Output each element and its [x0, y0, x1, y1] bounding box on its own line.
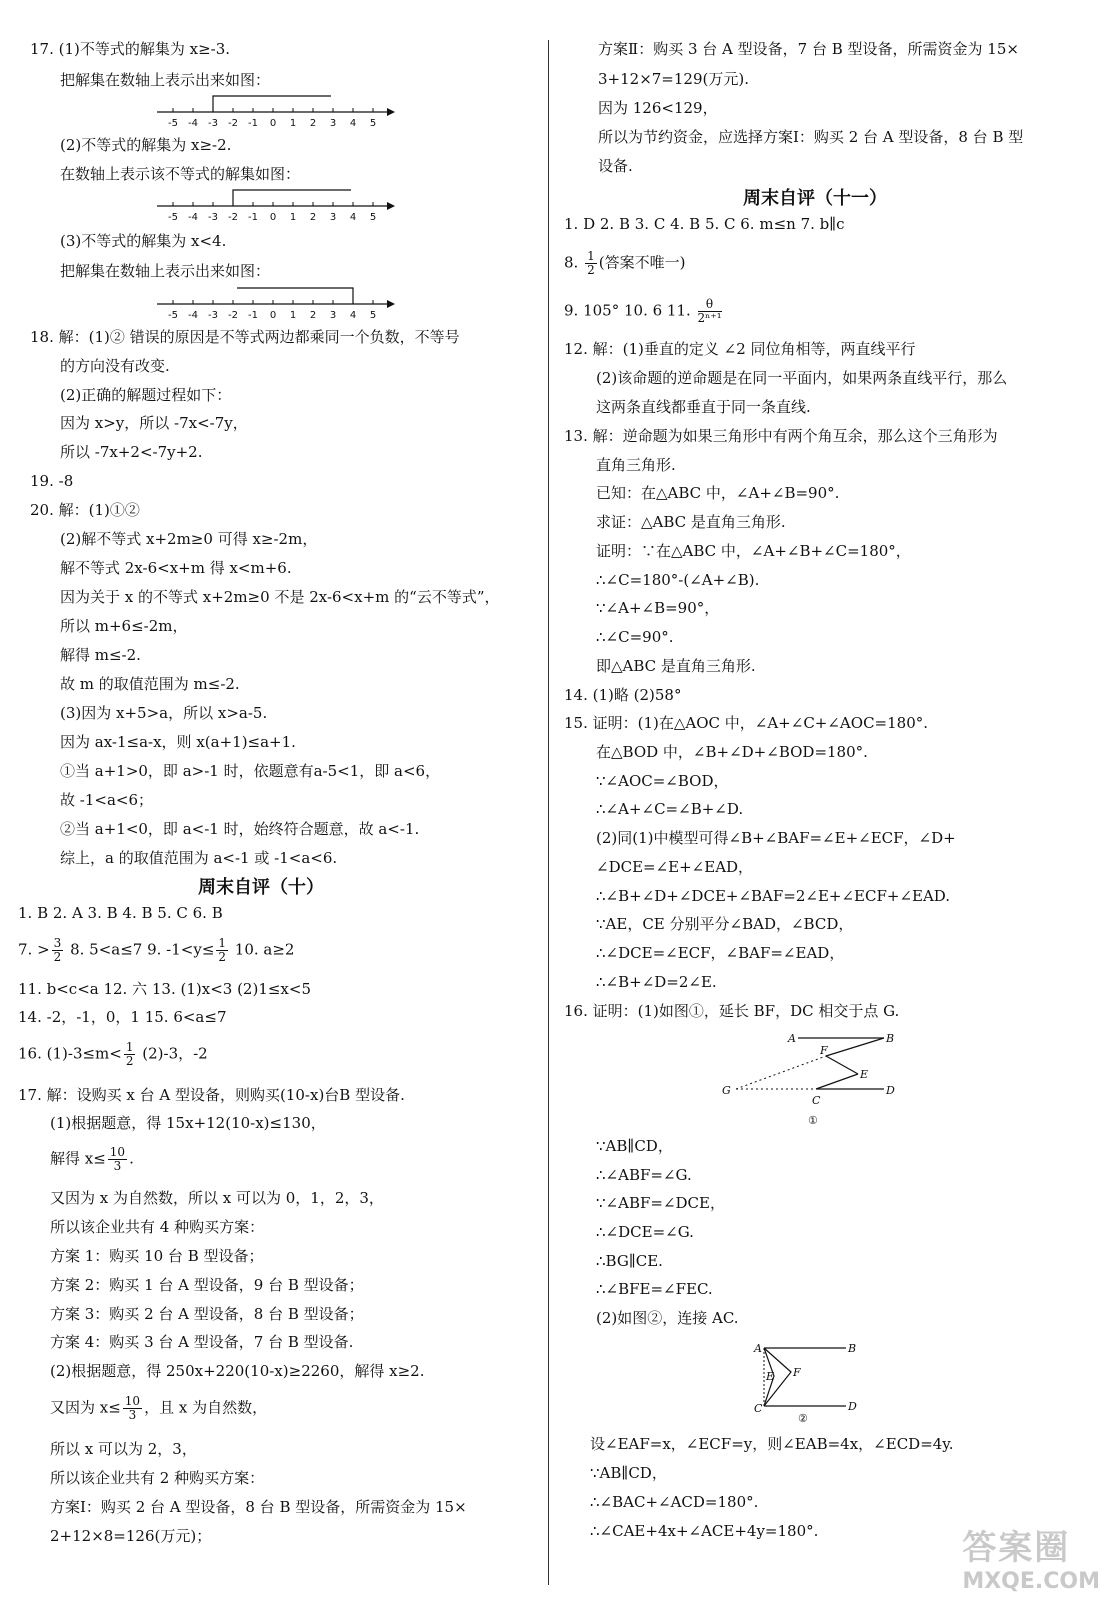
svg-text:1: 1 — [289, 118, 297, 129]
s11-q16-line2: ∵AB∥CD， — [596, 1137, 673, 1155]
svg-text:-4: -4 — [188, 118, 198, 129]
svg-text:-2: -2 — [228, 212, 238, 223]
svg-text:-1: -1 — [248, 310, 258, 321]
s10-answer-16: 16. (1)-3≤m< $\frac{1}{2}$ (2)-3，-2 — [18, 1040, 208, 1068]
s11-q13-line6: ∴∠C=180°-(∠A+∠B). — [596, 571, 760, 589]
q17-part2: (2)不等式的解集为 x≥-2. — [60, 136, 232, 154]
svg-text:4: 4 — [349, 310, 357, 321]
watermark-logo: 答案圈 MXQE.COM — [962, 1528, 1100, 1594]
svg-text:F: F — [793, 1366, 801, 1379]
svg-text:-1: -1 — [248, 212, 258, 223]
svg-text:-4: -4 — [188, 212, 198, 223]
q20-line10: ①当 a+1>0，即 a>-1 时，依题意有a-5<1，即 a<6， — [60, 762, 441, 780]
plan2-line3: 因为 126<129， — [598, 99, 718, 117]
plan2-line1: 方案Ⅱ：购买 3 台 A 型设备，7 台 B 型设备，所需资金为 15× — [598, 40, 1019, 58]
q18-line5: 所以 -7x+2<-7y+2. — [60, 443, 203, 461]
svg-text:-2: -2 — [228, 310, 238, 321]
s11-answer-8: 8. $\frac{1}{2}$ (答案不唯一) — [564, 249, 686, 277]
s11-q16-line10: ∵AB∥CD， — [590, 1464, 667, 1482]
svg-text:0: 0 — [269, 118, 277, 129]
figure-1-diagram — [716, 1030, 906, 1130]
s11-q13-line7: ∵∠A+∠B=90°， — [596, 599, 720, 617]
fraction: $\frac{10}{3}$ — [109, 1145, 126, 1173]
s11-q16-line1: 16. 证明：(1)如图①，延长 BF，DC 相交于点 G. — [564, 1002, 900, 1020]
s11-q16-line3: ∴∠ABF=∠G. — [596, 1166, 692, 1184]
s11-q16-line9: 设∠EAF=x，∠ECF=y，则∠EAB=4x，∠ECD=4y. — [590, 1435, 954, 1453]
svg-text:2: 2 — [309, 118, 317, 129]
section-title-11: 周末自评（十一） — [743, 188, 887, 209]
fraction: $\frac{10}{3}$ — [124, 1394, 141, 1422]
svg-text:F: F — [820, 1044, 828, 1057]
svg-text:②: ② — [798, 1412, 808, 1425]
svg-text:G: G — [722, 1084, 731, 1097]
s11-q15-line7: ∴∠B+∠D+∠DCE+∠BAF=2∠E+∠ECF+∠EAD. — [596, 887, 951, 905]
s10-q17-line7: 方案 2：购买 1 台 A 型设备，9 台 B 型设备； — [50, 1276, 364, 1294]
svg-text:-2: -2 — [228, 118, 238, 129]
q17-part1: 17. (1)不等式的解集为 x≥-3. — [30, 40, 231, 58]
svg-text:E: E — [860, 1068, 869, 1081]
svg-text:-3: -3 — [208, 310, 218, 321]
svg-text:5: 5 — [369, 118, 377, 129]
svg-text:C: C — [754, 1402, 763, 1415]
s11-q16-line5: ∴∠DCE=∠G. — [596, 1223, 694, 1241]
s10-answers-7-10: 7. > $\frac{3}{2}$ 8. 5<a≤7 9. -1<y≤ $\frac{1}{2}$ 10. a≥2 — [18, 936, 295, 964]
svg-text:A: A — [754, 1342, 762, 1355]
plan2-line5: 设备. — [598, 157, 633, 175]
plan2-line4: 所以为节约资金，应选择方案Ⅰ：购买 2 台 A 型设备，8 台 B 型 — [598, 128, 1024, 146]
s11-q15-line3: ∵∠AOC=∠BOD， — [596, 772, 729, 790]
number-line-2 — [155, 186, 405, 224]
s11-q15-line8: ∵AE，CE 分别平分∠BAD，∠BCD， — [596, 915, 854, 933]
svg-text:A: A — [788, 1032, 796, 1045]
s10-q17-line8: 方案 3：购买 2 台 A 型设备，8 台 B 型设备； — [50, 1305, 364, 1323]
s11-q16-line11: ∴∠BAC+∠ACD=180°. — [590, 1493, 759, 1511]
svg-text:2: 2 — [309, 310, 317, 321]
s10-q17-line9: 方案 4：购买 3 台 A 型设备，7 台 B 型设备. — [50, 1333, 354, 1351]
svg-text:-5: -5 — [168, 212, 178, 223]
svg-text:-1: -1 — [248, 118, 258, 129]
s11-q15-line6: ∠DCE=∠E+∠EAD， — [596, 858, 754, 876]
svg-text:D: D — [886, 1084, 895, 1097]
svg-text:E: E — [766, 1370, 775, 1383]
s11-q16-line12: ∴∠CAE+4x+∠ACE+4y=180°. — [590, 1522, 819, 1540]
svg-text:1: 1 — [289, 212, 297, 223]
s10-q17-line6: 方案 1：购买 10 台 B 型设备； — [50, 1247, 264, 1265]
fraction: $\frac{3}{2}$ — [53, 936, 62, 964]
q19-answer: 19. -8 — [30, 472, 74, 490]
q18-line2: 的方向没有改变. — [60, 357, 170, 375]
q18-line4: 因为 x>y，所以 -7x<-7y， — [60, 414, 248, 432]
s11-q12-line2: (2)该命题的逆命题是在同一平面内，如果两条直线平行，那么 — [596, 369, 1008, 387]
svg-text:C: C — [812, 1094, 821, 1107]
s11-q12-line3: 这两条直线都垂直于同一条直线. — [596, 398, 811, 416]
q17-caption3: 把解集在数轴上表示出来如图： — [60, 262, 271, 280]
number-line-1 — [155, 92, 405, 130]
s10-q17-line2: (1)根据题意，得 15x+12(10-x)≤130， — [50, 1114, 326, 1132]
plan2-line2: 3+12×7=129(万元). — [598, 70, 749, 88]
figure-2-diagram — [746, 1338, 866, 1428]
q20-line13: 综上，a 的取值范围为 a<-1 或 -1<a<6. — [60, 849, 338, 867]
s10-q17-line3: 解得 x≤ $\frac{10}{3}$ . — [50, 1145, 134, 1173]
number-line-3 — [155, 284, 405, 322]
s10-q17-line14: 方案Ⅰ：购买 2 台 A 型设备，8 台 B 型设备，所需资金为 15× — [50, 1498, 467, 1516]
s11-q13-line1: 13. 解：逆命题为如果三角形中有两个角互余，那么这个三角形为 — [564, 427, 998, 445]
q20-line5: 所以 m+6≤-2m， — [60, 617, 188, 635]
svg-text:2: 2 — [309, 212, 317, 223]
svg-text:0: 0 — [269, 310, 277, 321]
s10-answers-1-6: 1. B 2. A 3. B 4. B 5. C 6. B — [18, 904, 223, 922]
svg-text:-4: -4 — [188, 310, 198, 321]
s10-q17-line1: 17. 解：设购买 x 台 A 型设备，则购买(10-x)台B 型设备. — [18, 1086, 405, 1104]
svg-text:B: B — [886, 1032, 895, 1045]
s11-q14: 14. (1)略 (2)58° — [564, 686, 682, 704]
q18-line1: 18. 解：(1)② 错误的原因是不等式两边都乘同一个负数，不等号 — [30, 328, 460, 346]
s10-answers-14-15: 14. -2，-1，0，1 15. 6<a≤7 — [18, 1008, 227, 1026]
q20-line9: 因为 ax-1≤a-x，则 x(a+1)≤a+1. — [60, 733, 296, 751]
fraction: $\frac{1}{2}$ — [125, 1040, 134, 1068]
s11-answers-9-11: 9. 105° 10. 6 11. $\frac{\theta}{\text{2ⁿ⁺¹}}$ — [564, 297, 722, 325]
svg-text:-3: -3 — [208, 118, 218, 129]
s10-q17-line15: 2+12×8=126(万元)； — [50, 1527, 212, 1545]
svg-text:①: ① — [808, 1114, 818, 1127]
s11-q15-line9: ∴∠DCE=∠ECF，∠BAF=∠EAD， — [596, 944, 845, 962]
s10-q17-line4: 又因为 x 为自然数，所以 x 可以为 0，1，2，3， — [50, 1189, 384, 1207]
section-title-10: 周末自评（十） — [198, 877, 324, 898]
s10-q17-line5: 所以该企业共有 4 种购买方案： — [50, 1218, 265, 1236]
s11-q13-line8: ∴∠C=90°. — [596, 628, 674, 646]
s11-q13-line4: 求证：△ABC 是直角三角形. — [596, 513, 786, 531]
q20-line1: 20. 解：(1)①② — [30, 501, 140, 519]
s11-q16-line8: (2)如图②，连接 AC. — [596, 1309, 739, 1327]
s10-q17-line12: 所以 x 可以为 2，3， — [50, 1440, 197, 1458]
q20-line6: 解得 m≤-2. — [60, 646, 141, 664]
svg-text:3: 3 — [329, 118, 337, 129]
s11-q16-line4: ∵∠ABF=∠DCE， — [596, 1194, 725, 1212]
column-divider — [548, 40, 549, 1585]
svg-text:4: 4 — [349, 212, 357, 223]
s10-q17-line11: 又因为 x≤ $\frac{10}{3}$ ，且 x 为自然数， — [50, 1394, 268, 1422]
svg-text:3: 3 — [329, 212, 337, 223]
svg-text:4: 4 — [349, 118, 357, 129]
s11-q16-line7: ∴∠BFE=∠FEC. — [596, 1280, 713, 1298]
s10-q17-line13: 所以该企业共有 2 种购买方案： — [50, 1469, 265, 1487]
svg-text:D: D — [848, 1400, 857, 1413]
q20-line11: 故 -1<a<6； — [60, 791, 154, 809]
fraction: $\frac{1}{2}$ — [218, 936, 227, 964]
q18-line3: (2)正确的解题过程如下： — [60, 386, 232, 404]
s11-q15-line10: ∴∠B+∠D=2∠E. — [596, 973, 717, 991]
svg-text:-5: -5 — [168, 118, 178, 129]
q20-line8: (3)因为 x+5>a，所以 x>a-5. — [60, 704, 268, 722]
s11-q15-line1: 15. 证明：(1)在△AOC 中，∠A+∠C+∠AOC=180°. — [564, 714, 929, 732]
fraction: $\frac{1}{2}$ — [587, 249, 595, 277]
q20-line12: ②当 a+1<0，即 a<-1 时，始终符合题意，故 a<-1. — [60, 820, 420, 838]
s11-q13-line5: 证明：∵在△ABC 中，∠A+∠B+∠C=180°， — [596, 542, 911, 560]
svg-text:-3: -3 — [208, 212, 218, 223]
s11-q15-line5: (2)同(1)中模型可得∠B+∠BAF=∠E+∠ECF，∠D+ — [596, 829, 956, 847]
q20-line4: 因为关于 x 的不等式 x+2m≥0 不是 2x-6<x+m 的“云不等式”， — [60, 588, 500, 606]
fraction: $\frac{\theta}{\text{2ⁿ⁺¹}}$ — [697, 297, 722, 325]
q20-line2: (2)解不等式 x+2m≥0 可得 x≥-2m， — [60, 530, 318, 548]
q20-line3: 解不等式 2x-6<x+m 得 x<m+6. — [60, 559, 292, 577]
s11-q13-line3: 已知：在△ABC 中，∠A+∠B=90°. — [596, 484, 840, 502]
s11-q13-line9: 即△ABC 是直角三角形. — [596, 657, 756, 675]
q17-part3: (3)不等式的解集为 x<4. — [60, 232, 227, 250]
s11-q15-line4: ∴∠A+∠C=∠B+∠D. — [596, 800, 744, 818]
q17-caption1: 把解集在数轴上表示出来如图： — [60, 71, 271, 89]
s11-answers-1-7: 1. D 2. B 3. C 4. B 5. C 6. m≤n 7. b∥c — [564, 215, 845, 233]
s11-q12-line1: 12. 解：(1)垂直的定义 ∠2 同位角相等，两直线平行 — [564, 340, 916, 358]
s11-q16-line6: ∴BG∥CE. — [596, 1252, 663, 1270]
svg-text:1: 1 — [289, 310, 297, 321]
s11-q15-line2: 在△BOD 中，∠B+∠D+∠BOD=180°. — [596, 743, 868, 761]
s10-answers-11-13: 11. b<c<a 12. 六 13. (1)x<3 (2)1≤x<5 — [18, 980, 312, 998]
q20-line7: 故 m 的取值范围为 m≤-2. — [60, 675, 240, 693]
svg-text:-5: -5 — [168, 310, 178, 321]
svg-text:B: B — [848, 1342, 857, 1355]
svg-text:3: 3 — [329, 310, 337, 321]
svg-text:0: 0 — [269, 212, 277, 223]
s11-q13-line2: 直角三角形. — [596, 456, 676, 474]
s10-q17-line10: (2)根据题意，得 250x+220(10-x)≥2260，解得 x≥2. — [50, 1362, 425, 1380]
svg-text:5: 5 — [369, 212, 377, 223]
svg-text:5: 5 — [369, 310, 377, 321]
q17-caption2: 在数轴上表示该不等式的解集如图： — [60, 165, 301, 183]
